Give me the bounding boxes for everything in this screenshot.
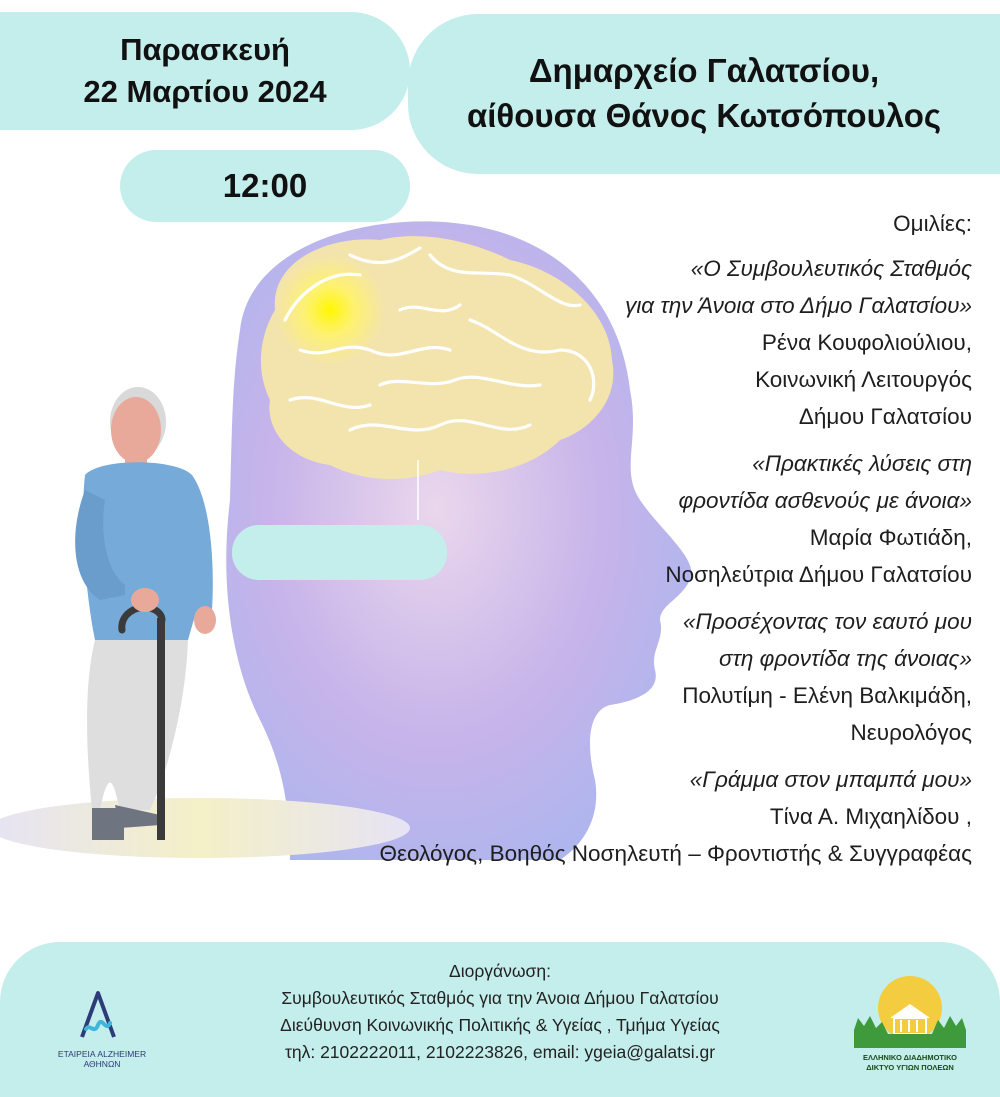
talk-speaker-line: Μαρία Φωτιάδη, (809, 525, 972, 550)
alz-logo-line1: ΕΤΑΙΡΕΙΑ ALZHEIMER (57, 1049, 147, 1059)
organizer-line: Συμβουλευτικός Σταθμός για την Άνοια Δήμου Γαλατσίου (281, 988, 719, 1008)
talks-label: Ομιλίες: (893, 211, 972, 236)
organizer-label: Διοργάνωση: (449, 961, 551, 981)
date-banner (0, 12, 410, 130)
talk-item (412, 445, 972, 593)
elderly-man-figure (75, 387, 216, 840)
talk-item (412, 603, 972, 751)
talk-speaker-line: Νοσηλεύτρια Δήμου Γαλατσίου (665, 562, 972, 587)
organizer-info (180, 958, 820, 1066)
venue-banner (408, 14, 1000, 174)
talk-item (379, 761, 972, 872)
alzheimer-society-logo (50, 985, 160, 1075)
talk-title-line: «Προσέχοντας τον εαυτό μου (682, 609, 972, 634)
event-day: Παρασκευή (120, 32, 290, 68)
talk-speaker-line: Κοινωνική Λειτουργός (755, 367, 972, 392)
event-time: 12:00 (222, 167, 308, 204)
contact-line: τηλ: 2102222011, 2102223826, email: ygeia@galatsi.gr (284, 1042, 716, 1062)
talk-speaker-line: Ρένα Κουφολιούλιου, (761, 330, 972, 355)
talks-list (379, 205, 972, 882)
event-date: 22 Μαρτίου 2024 (83, 74, 327, 109)
network-logo-line2: ΔΙΚΤΥΟ ΥΓΙΩΝ ΠΟΛΕΩΝ (866, 1063, 954, 1072)
talk-speaker-line: Δήμου Γαλατσίου (798, 404, 972, 429)
talk-speaker-line: Νευρολόγος (850, 720, 972, 745)
talk-speaker-line: Τίνα Α. Μιχαηλίδου , (769, 804, 972, 829)
venue-line-2: αίθουσα Θάνος Κωτσόπουλος (466, 97, 942, 134)
talk-speaker-line: Πολυτίμη - Ελένη Βαλκιμάδη, (682, 683, 972, 708)
talk-title-line: «Πρακτικές λύσεις στη (752, 451, 972, 476)
talk-title-line: «Γράμμα στον μπαμπά μου» (689, 767, 972, 792)
healthy-cities-network-logo (848, 968, 972, 1078)
talk-title-line: φροντίδα ασθενούς με άνοια» (678, 488, 972, 513)
organizer-line: Διεύθυνση Κοινωνικής Πολιτικής & Υγείας , Τμήμα Υγείας (280, 1015, 720, 1035)
talk-title-line: «Ο Συμβουλευτικός Σταθμός (690, 256, 972, 281)
talk-title-line: στη φροντίδα της άνοιας» (718, 646, 972, 671)
talk-speaker-line: Θεολόγος, Βοηθός Νοσηλευτή – Φροντιστής & Συγγραφέας (379, 841, 972, 866)
network-logo-line1: ΕΛΛΗΝΙΚΟ ΔΙΑΔΗΜΟΤΙΚΟ (863, 1053, 957, 1062)
venue-line-1: Δημαρχείο Γαλατσίου, (528, 52, 880, 90)
alz-logo-line2: ΑΘΗΝΩΝ (83, 1059, 121, 1069)
talk-title-line: για την Άνοια στο Δήμο Γαλατσίου» (625, 293, 972, 318)
talk-item (412, 250, 972, 435)
